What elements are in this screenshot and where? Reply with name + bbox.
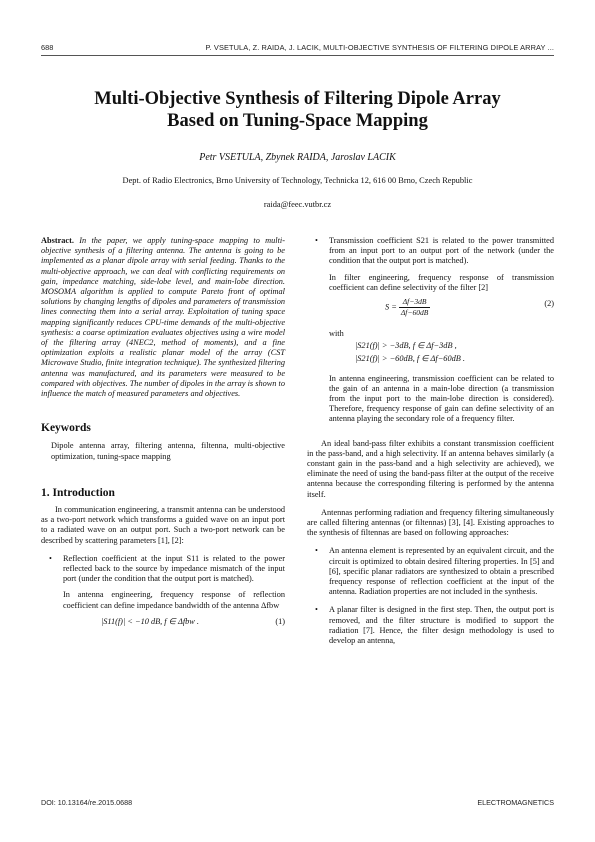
equation-1-body: |S11(f)| < −10 dB, f ∈ Δfbw . (101, 616, 199, 626)
bullet-planar-filter (307, 605, 554, 646)
bullet-dot: • (315, 605, 318, 615)
equation-2-numerator: Δf−3dB (399, 297, 430, 308)
paragraph-ideal-filter: An ideal band-pass filter exhibits a constant transmission coefficient in the pass-band, and a high selectivity. If an antenna behaves similarly (a constant gain in the pass-band and a high selectivity are achieved), we eliminate the need of using the band-pass filter at the output of the receive antenna because the corresponding filtering is performed by the antenna itself. (307, 438, 554, 499)
keywords-text: Dipole antenna array, filtering antenna, filtenna, multi-objective optimization, tuning-space mapping (51, 441, 285, 461)
bullet-reflection-sub: In antenna engineering, frequency response of reflection coefficient can define impedance bandwidth of the antenna Δfbw (63, 590, 285, 610)
abstract (41, 236, 285, 399)
keywords-heading: Keywords (41, 422, 91, 435)
intro-paragraph-1: In communication engineering, a transmit antenna can be understood as a two-port network which transforms a guided wave on an input port to a radiated wave on an output port. Such a two-port network can be described by scattering parameters [1], [2]: (41, 505, 285, 545)
equation-2 (307, 297, 554, 323)
bullet-transmission-sub: In filter engineering, frequency response of transmission coefficient can define selectivity of the filter [2] (329, 272, 554, 292)
equation-2-number: (2) (544, 299, 554, 309)
bullet-dot: • (315, 236, 318, 245)
doi[interactable]: DOI: 10.13164/re.2015.0688 (41, 798, 133, 807)
equation-1-number: (1) (275, 616, 285, 626)
with-label: with (329, 329, 344, 339)
authors: Petr VSETULA, Zbynek RAIDA, Jaroslav LACIK (199, 152, 396, 163)
title-line-1: Multi-Objective Synthesis of Filtering Dipole Array (94, 89, 501, 109)
running-title: P. VSETULA, Z. RAIDA, J. LACIK, MULTI-OBJECTIVE SYNTHESIS OF FILTERING DIPOLE ARRAY ... (205, 43, 554, 52)
bullet-dot: • (49, 553, 52, 563)
bullet-planar-filter-text: A planar filter is designed in the first step. Then, the output port is removed, and the filter structure is modified to support the radiation [7]. Hence, the filter design methodology is used to develop an antenna, (329, 605, 554, 646)
email[interactable]: raida@feec.vutbr.cz (263, 200, 332, 209)
journal-section: ELECTROMAGNETICS (477, 798, 554, 807)
left-column (41, 236, 285, 639)
title-line-2: Based on Tuning-Space Mapping (167, 111, 428, 131)
running-header (41, 43, 554, 55)
equation-2-fraction (399, 297, 430, 318)
affiliation: Dept. of Radio Electronics, Brno University of Technology, Technicka 12, 616 00 Brno, Czech Republic (122, 176, 473, 185)
header-rule (41, 55, 554, 56)
page-number: 688 (41, 43, 54, 52)
abstract-label: Abstract. (41, 236, 74, 245)
condition-2: |S21(f)| > −60dB, f ∈ Δf−60dB . (355, 354, 465, 364)
intro-heading: 1. Introduction (41, 486, 115, 499)
bullet-equivalent-circuit (307, 546, 554, 597)
bullet-dot: • (315, 546, 318, 556)
right-column (307, 236, 554, 646)
paragraph-filtennas: Antennas performing radiation and frequency filtering simultaneously are called filtering antennas (or filtennas) [3], [4]. Existing approaches to the synthesis of filtennas are based on following approaches: (307, 507, 554, 538)
bullet-transmission (307, 236, 554, 267)
bullet-reflection-text: Reflection coefficient at the input S11 is related to the power reflected back to the source by impedance mismatch of the input port (under the condition that the output port is matched). (63, 553, 285, 584)
condition-1: |S21(f)| > −3dB, f ∈ Δf−3dB , (355, 341, 457, 351)
bullet-transmission-sub-2: In antenna engineering, transmission coefficient can be related to the gain of an antenna in a main-lobe direction (a transmission from the input port to the main-lobe direction is considered). Therefore, frequency response of gain can define selectivity of an antenna playing the secondary role of a frequency filter. (329, 373, 554, 424)
equation-2-lhs: S = (385, 302, 397, 312)
bullet-reflection (41, 554, 285, 585)
equation-2-denominator: Δf−60dB (400, 308, 429, 318)
abstract-text: In the paper, we apply tuning-space mapping to multi-objective synthesis of a filtering antenna. The antenna is going to be implemented as a planar dipole array with serial feeding. Thanks to the multi-objective approach, we can deal with conflicting requirements on gain, impedance matching, side-lobe level, and main-lobe direction. MOSOMA algorithm is applied to compute Pareto front of optimal solutions by changing lengths of dipoles and parameters of transmission lines connecting them into a serial array. Exploitation of tuning space mapping significantly reduces CPU-time demands of the multi-objective synthesis: a coarse optimization evaluates objectives using a wire model of the filtering array (4NEC2, method of moments), and a fine optimization exploits a realistic planar model of the array (CST Microwave Studio, finite integration technique). The synthesized filtering antenna was manufactured, and its parameters were measured to be compared with objectives. The number of dipoles in the array is shown to influence the match of measured parameters and objectives. (41, 236, 285, 399)
page-footer (41, 798, 554, 810)
paper-title (40, 88, 555, 132)
bullet-equivalent-circuit-text: An antenna element is represented by an equivalent circuit, and the circuit is optimized to obtain desired filtering properties. In [5] and [6], specific planar radiators are synthesized to obtain a prescribed frequency response of reflection coefficient at the input of the antenna. Radiation properties are not included in the synthesis. (329, 546, 554, 597)
equation-1 (41, 615, 285, 635)
bullet-transmission-text: Transmission coefficient S21 is related to the power transmitted from an input port to an output port of the network (under the condition that the output port is matched). (329, 236, 554, 266)
